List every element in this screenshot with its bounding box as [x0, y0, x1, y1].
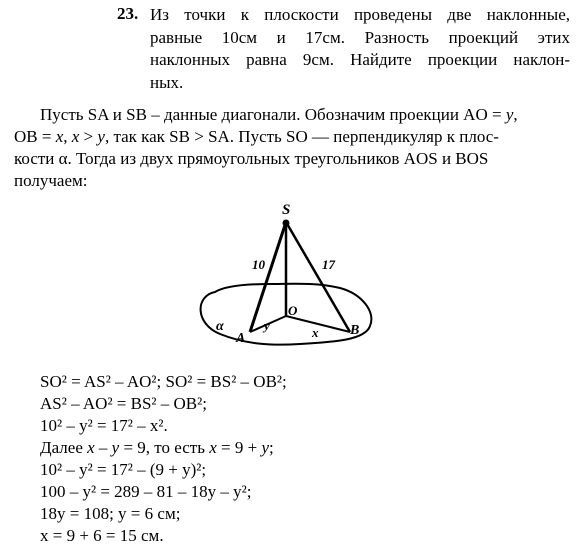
label-x: x: [312, 325, 319, 340]
eq-text: = 9, то есть: [119, 438, 210, 457]
label-y: y: [264, 318, 270, 333]
label-A: A: [236, 331, 246, 346]
label-len-SB: 17: [322, 257, 335, 272]
punct: ,: [513, 105, 518, 124]
geometry-figure: [190, 196, 390, 356]
label-S: S: [282, 202, 291, 218]
label-O: O: [288, 303, 298, 318]
equation-8: x = 9 + 6 = 15 см.: [40, 526, 164, 545]
solution-text: , так как SB > SA. Пусть SO — перпендикуляр к плос-: [104, 127, 499, 146]
var-x: x: [71, 127, 80, 146]
solution-text: >: [79, 127, 98, 146]
equation-6: 100 – y² = 289 – 81 – 18y – y²;: [40, 482, 252, 501]
equation-4: [40, 438, 274, 458]
eq-expr: x – y: [87, 438, 120, 457]
problem-number: 23.: [117, 4, 139, 23]
var-x: x: [55, 127, 64, 146]
problem-line-2: равные 10см и 17см. Разность проекций этих: [150, 27, 570, 47]
solution-text: ,: [63, 127, 72, 146]
label-len-SA: 10: [252, 257, 265, 272]
var-y: y: [97, 127, 105, 146]
equation-5: 10² – y² = 17² – (9 + y)²;: [40, 460, 207, 479]
problem-statement: [150, 4, 570, 94]
equation-2: AS² – AO² = BS² – OB²;: [40, 394, 207, 413]
problem-line-4: ных.: [150, 72, 184, 92]
solution-line-1: [40, 105, 518, 125]
segment-SA: [250, 222, 286, 332]
eq-text: = 9 +: [216, 438, 262, 457]
solution-line-3: кости α. Тогда из двух прямоугольных треугольников AOS и BOS: [14, 149, 489, 168]
equation-1: SO² = AS² – AO²; SO² = BS² – OB²;: [40, 372, 287, 391]
solution-text: OB =: [14, 127, 56, 146]
var-x: x: [209, 438, 217, 457]
label-B: B: [350, 323, 360, 338]
solution-text: Пусть SA и SB – данные диагонали. Обозначим проекции AO =: [40, 105, 506, 124]
equation-7: 18y = 108; y = 6 см;: [40, 504, 181, 523]
punct: ;: [269, 438, 274, 457]
solution-line-2: [14, 127, 572, 147]
label-alpha: α: [216, 319, 224, 334]
equation-3: 10² – y² = 17² – x².: [40, 416, 168, 435]
var-y: y: [505, 105, 514, 124]
var-y: y: [261, 438, 269, 457]
eq-text: Далее: [40, 438, 88, 457]
problem-line-1: Из точки к плоскости проведены две наклонные,: [150, 5, 570, 24]
solution-line-4: получаем:: [14, 171, 88, 190]
point-S: [283, 220, 290, 227]
problem-line-3: наклонных равна 9см. Найдите проекции наклон-: [150, 50, 570, 69]
